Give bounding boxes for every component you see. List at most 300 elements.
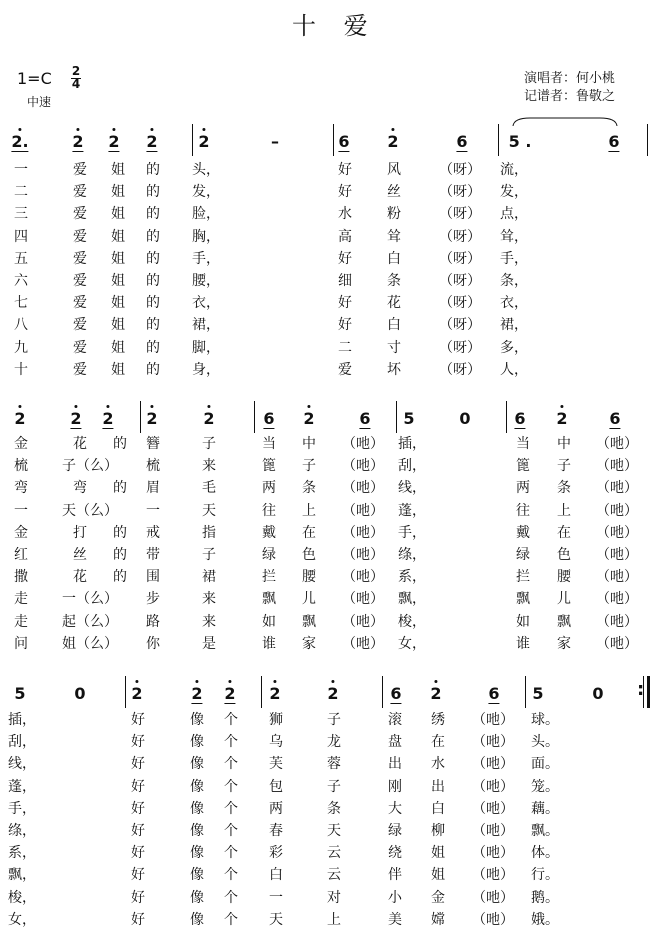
lyric-syllable: 爱: [73, 162, 87, 178]
lyric-syllable: 个: [224, 778, 238, 795]
lyric-syllable: 手，: [8, 800, 36, 817]
lyric-syllable: 坏: [387, 361, 401, 378]
lyric-syllable: 白: [269, 867, 283, 884]
lyric-syllable: 爱: [73, 317, 87, 334]
lyric-syllable: 个: [224, 867, 238, 884]
lyric-syllable: （吔）: [342, 547, 384, 563]
lyric-syllable: 好: [131, 867, 145, 884]
lyric-syllable: 上: [302, 502, 316, 519]
lyric-syllable: 的: [146, 184, 160, 201]
lyric-syllable: 一: [146, 502, 160, 519]
lyric-syllable: 五: [14, 250, 28, 267]
note: 0: [592, 684, 604, 703]
lyric-syllable: 笼。: [531, 778, 559, 795]
lyric-syllable: 个: [224, 889, 238, 906]
lyric-syllable: 个: [224, 911, 238, 928]
barline: [125, 676, 126, 708]
lyric-syllable: 爱: [73, 339, 87, 356]
barline: [647, 124, 648, 156]
lyric-syllable: 绿: [516, 547, 530, 563]
tempo-marking: 中速: [27, 95, 52, 109]
lyric-syllable: 彩: [269, 845, 283, 862]
lyric-syllable: 滚: [388, 712, 402, 728]
lyric-syllable: 好: [338, 317, 352, 334]
lyric-syllable: 梳: [146, 458, 160, 475]
lyric-syllable: 子: [327, 712, 341, 728]
repeat-sign: :: [637, 679, 645, 700]
lyric-syllable: 衣，: [192, 295, 220, 312]
lyric-syllable: 嫦: [431, 911, 445, 928]
lyric-syllable: 爱: [73, 273, 87, 289]
lyric-syllable: 风: [387, 162, 401, 178]
lyric-syllable: 像: [190, 800, 204, 817]
lyric-syllable: （吔）: [472, 867, 514, 884]
note: 2: [203, 409, 215, 428]
lyric-syllable: 白: [431, 800, 445, 817]
note: 2: [146, 132, 158, 151]
lyric-syllable: 天: [202, 502, 216, 519]
lyric-syllable: 花: [73, 569, 87, 586]
lyric-syllable: 飘: [262, 591, 276, 608]
lyric-syllable: 流，: [500, 162, 528, 178]
lyric-syllable: 白: [387, 250, 401, 267]
lyric-syllable: 娥。: [531, 911, 559, 928]
lyric-syllable: 家: [302, 635, 316, 652]
lyric-syllable: 系，: [398, 569, 426, 586]
note: 6: [263, 409, 275, 428]
lyric-syllable: 飘: [302, 613, 316, 630]
note: 0: [459, 409, 471, 428]
key-signature: 1=C: [17, 69, 52, 88]
lyric-syllable: （呀）: [439, 295, 481, 312]
lyric-syllable: 姐: [111, 339, 125, 356]
lyric-syllable: （呀）: [439, 228, 481, 245]
lyric-syllable: 天（么）: [62, 502, 118, 519]
lyric-syllable: 面。: [531, 756, 559, 773]
note: 6: [390, 684, 402, 703]
barline: [525, 676, 526, 708]
lyric-syllable: 小: [388, 889, 402, 906]
lyric-syllable: 龙: [327, 734, 341, 751]
lyric-syllable: （吔）: [596, 635, 638, 652]
lyric-syllable: 好: [131, 778, 145, 795]
lyric-syllable: （呀）: [439, 250, 481, 267]
lyric-syllable: 爱: [73, 361, 87, 378]
lyric-syllable: 谁: [516, 635, 530, 652]
lyric-syllable: 爱: [73, 184, 87, 201]
lyric-syllable: （呀）: [439, 339, 481, 356]
lyric-syllable: （呀）: [439, 361, 481, 378]
lyric-syllable: 的: [146, 317, 160, 334]
lyric-syllable: 姐: [111, 361, 125, 378]
note: 2: [198, 132, 210, 151]
lyric-syllable: （吔）: [342, 591, 384, 608]
lyric-syllable: 腰，: [192, 273, 220, 289]
barline: [396, 401, 397, 433]
lyric-syllable: 胸，: [192, 228, 220, 245]
lyric-syllable: （吔）: [472, 911, 514, 928]
lyric-syllable: 子: [302, 458, 316, 475]
transcriber-credit: 记谱者：鲁敬之: [524, 89, 616, 104]
barline: [261, 676, 262, 708]
note: 5: [403, 409, 415, 428]
lyric-syllable: （呀）: [439, 317, 481, 334]
lyric-syllable: 戴: [262, 524, 276, 541]
note: 2: [327, 684, 339, 703]
lyric-syllable: 如: [262, 613, 276, 630]
lyric-syllable: （吔）: [596, 436, 638, 452]
lyric-syllable: 走: [14, 591, 28, 608]
lyric-syllable: 戴: [516, 524, 530, 541]
note: 6: [514, 409, 526, 428]
lyric-syllable: 好: [131, 845, 145, 862]
lyric-syllable: 一（么）: [62, 591, 118, 608]
note: 5: [532, 684, 544, 703]
lyric-syllable: 像: [190, 845, 204, 862]
lyric-syllable: 腰: [302, 569, 316, 586]
lyric-syllable: 个: [224, 712, 238, 728]
lyric-syllable: 指: [202, 524, 216, 541]
lyric-syllable: （吔）: [596, 480, 638, 497]
lyric-syllable: 眉: [146, 480, 160, 497]
lyric-syllable: （吔）: [596, 458, 638, 475]
lyric-syllable: （吔）: [342, 613, 384, 630]
note: 2: [131, 684, 143, 703]
lyric-syllable: 金: [14, 436, 28, 452]
lyric-syllable: 飘。: [531, 823, 559, 839]
lyric-syllable: 天: [269, 911, 283, 928]
lyric-syllable: 四: [14, 228, 28, 245]
lyric-syllable: 爱: [73, 228, 87, 245]
lyric-syllable: 金: [14, 524, 28, 541]
lyric-syllable: 弯: [14, 480, 28, 497]
lyric-syllable: 二: [338, 339, 352, 356]
lyric-syllable: 飘，: [398, 591, 426, 608]
note: 6: [488, 684, 500, 703]
lyric-syllable: （吔）: [596, 524, 638, 541]
lyric-syllable: 姐: [431, 867, 445, 884]
lyric-syllable: 像: [190, 911, 204, 928]
note: 2: [72, 132, 84, 151]
lyric-syllable: 带: [146, 547, 160, 563]
lyric-syllable: （呀）: [439, 162, 481, 178]
note: 6: [338, 132, 350, 151]
lyric-syllable: 白: [387, 317, 401, 334]
lyric-syllable: 高: [338, 228, 352, 245]
lyric-syllable: 好: [131, 756, 145, 773]
lyric-syllable: 云: [327, 845, 341, 862]
lyric-syllable: 个: [224, 845, 238, 862]
lyric-syllable: 好: [131, 889, 145, 906]
lyric-syllable: 绦，: [398, 547, 426, 563]
note: 6: [609, 409, 621, 428]
note: 2: [556, 409, 568, 428]
lyric-syllable: 篦: [516, 458, 530, 475]
lyric-syllable: 像: [190, 823, 204, 839]
lyric-syllable: 篦: [262, 458, 276, 475]
lyric-syllable: 蓬，: [8, 778, 36, 795]
lyric-syllable: 三: [14, 206, 28, 223]
lyric-syllable: 如: [516, 613, 530, 630]
lyric-syllable: 子: [202, 436, 216, 452]
lyric-syllable: 梭，: [8, 889, 36, 906]
tie-arc: [510, 114, 620, 128]
lyric-syllable: 身，: [192, 361, 220, 378]
lyric-syllable: 姐: [111, 184, 125, 201]
lyric-syllable: （吔）: [472, 778, 514, 795]
lyric-syllable: 七: [14, 295, 28, 312]
lyric-syllable: 手，: [398, 524, 426, 541]
lyric-syllable: 腰: [557, 569, 571, 586]
lyric-syllable: 好: [131, 823, 145, 839]
lyric-syllable: 中: [302, 436, 316, 452]
lyric-syllable: （吔）: [596, 591, 638, 608]
note: 2: [303, 409, 315, 428]
lyric-syllable: 两: [516, 480, 530, 497]
lyric-syllable: 好: [338, 295, 352, 312]
lyric-syllable: 爱: [338, 361, 352, 378]
note: 2: [430, 684, 442, 703]
lyric-syllable: （吔）: [472, 845, 514, 862]
lyric-syllable: 绿: [262, 547, 276, 563]
lyric-syllable: 打: [73, 524, 87, 541]
lyric-syllable: 往: [516, 502, 530, 519]
lyric-syllable: 个: [224, 823, 238, 839]
lyric-syllable: 丝: [73, 547, 87, 563]
lyric-syllable: 谁: [262, 635, 276, 652]
lyric-syllable: 飘: [516, 591, 530, 608]
lyric-syllable: 当: [262, 436, 276, 452]
lyric-syllable: 线，: [398, 480, 426, 497]
lyric-syllable: 爱: [73, 250, 87, 267]
lyric-syllable: （吔）: [342, 569, 384, 586]
lyric-syllable: 的: [146, 250, 160, 267]
lyric-syllable: 的: [146, 273, 160, 289]
lyric-syllable: 色: [557, 547, 571, 563]
note: –: [271, 132, 279, 151]
lyric-syllable: （呀）: [439, 273, 481, 289]
lyric-syllable: 儿: [557, 591, 571, 608]
lyric-syllable: 飘: [557, 613, 571, 630]
lyric-syllable: 好: [131, 734, 145, 751]
note: 2: [191, 684, 203, 703]
lyric-syllable: 的: [113, 436, 127, 452]
note: 2: [387, 132, 399, 151]
lyric-syllable: 的: [146, 295, 160, 312]
note: 5: [14, 684, 26, 703]
lyric-syllable: 色: [302, 547, 316, 563]
lyric-syllable: 围: [146, 569, 160, 586]
lyric-syllable: 子: [202, 547, 216, 563]
lyric-syllable: （吔）: [342, 635, 384, 652]
lyric-syllable: 姐: [111, 273, 125, 289]
lyric-syllable: 蓬，: [398, 502, 426, 519]
lyric-syllable: 乌: [269, 734, 283, 751]
lyric-syllable: 弯: [73, 480, 87, 497]
lyric-syllable: 梳: [14, 458, 28, 475]
lyric-syllable: （吔）: [596, 502, 638, 519]
lyric-syllable: 一: [14, 162, 28, 178]
lyric-syllable: 脚，: [192, 339, 220, 356]
barline: [506, 401, 507, 433]
lyric-syllable: 个: [224, 756, 238, 773]
lyric-syllable: 的: [146, 162, 160, 178]
song-title: 十 爱: [292, 12, 378, 40]
lyric-syllable: 花: [73, 436, 87, 452]
lyric-syllable: 家: [557, 635, 571, 652]
lyric-syllable: （吔）: [472, 889, 514, 906]
lyric-syllable: 水: [431, 756, 445, 773]
lyric-syllable: 出: [431, 778, 445, 795]
time-denominator: 4: [71, 77, 81, 91]
lyric-syllable: 子（么）: [62, 458, 118, 475]
lyric-syllable: 像: [190, 889, 204, 906]
note: 2: [269, 684, 281, 703]
lyric-syllable: 走: [14, 613, 28, 630]
lyric-syllable: 戒: [146, 524, 160, 541]
lyric-syllable: 头。: [531, 734, 559, 751]
lyric-syllable: 蓉: [327, 756, 341, 773]
lyric-syllable: 球。: [531, 712, 559, 728]
lyric-syllable: 寸: [387, 339, 401, 356]
lyric-syllable: 的: [146, 339, 160, 356]
lyric-syllable: 飘，: [8, 867, 36, 884]
lyric-syllable: 拦: [516, 569, 530, 586]
lyric-syllable: 手，: [500, 250, 528, 267]
lyric-syllable: 来: [202, 458, 216, 475]
lyric-syllable: 个: [224, 734, 238, 751]
lyric-syllable: （吔）: [472, 712, 514, 728]
lyric-syllable: 问: [14, 635, 28, 652]
lyric-syllable: 姐（么）: [62, 635, 118, 652]
lyric-syllable: 裙: [202, 569, 216, 586]
lyric-syllable: 像: [190, 734, 204, 751]
lyric-syllable: 像: [190, 712, 204, 728]
lyric-syllable: 梭，: [398, 613, 426, 630]
lyric-syllable: 的: [113, 547, 127, 563]
lyric-syllable: 人，: [500, 361, 528, 378]
note: 2: [102, 409, 114, 428]
lyric-syllable: （吔）: [342, 480, 384, 497]
barline: [382, 676, 383, 708]
lyric-syllable: 好: [131, 712, 145, 728]
lyric-syllable: 你: [146, 635, 160, 652]
lyric-syllable: 二: [14, 184, 28, 201]
lyric-syllable: （呀）: [439, 206, 481, 223]
lyric-syllable: 姐: [111, 228, 125, 245]
lyric-syllable: 女，: [398, 635, 426, 652]
lyric-syllable: 起（么）: [62, 613, 118, 630]
note: 2: [108, 132, 120, 151]
lyric-syllable: 六: [14, 273, 28, 289]
lyric-syllable: 插，: [398, 436, 426, 452]
lyric-syllable: 对: [327, 889, 341, 906]
lyric-syllable: 九: [14, 339, 28, 356]
lyric-syllable: 刮，: [398, 458, 426, 475]
lyric-syllable: 粉: [387, 206, 401, 223]
time-numerator: 2: [71, 64, 81, 78]
lyric-syllable: 芙: [269, 756, 283, 773]
lyric-syllable: （吔）: [472, 734, 514, 751]
time-signature: [71, 66, 81, 90]
lyric-syllable: 耸，: [500, 228, 528, 245]
lyric-syllable: 的: [146, 228, 160, 245]
note: 2: [146, 409, 158, 428]
lyric-syllable: 的: [113, 569, 127, 586]
lyric-syllable: 的: [146, 206, 160, 223]
lyric-syllable: 十: [14, 361, 28, 378]
lyric-syllable: 的: [113, 480, 127, 497]
lyric-syllable: 头，: [192, 162, 220, 178]
lyric-syllable: 行。: [531, 867, 559, 884]
lyric-syllable: 包: [269, 778, 283, 795]
lyric-syllable: 儿: [302, 591, 316, 608]
lyric-syllable: 绿: [388, 823, 402, 839]
lyric-syllable: 鹅。: [531, 889, 559, 906]
lyric-syllable: 上: [327, 911, 341, 928]
barline: [498, 124, 499, 156]
lyric-syllable: 好: [338, 250, 352, 267]
lyric-syllable: 爱: [73, 206, 87, 223]
lyric-syllable: 像: [190, 778, 204, 795]
lyric-syllable: 天: [327, 823, 341, 839]
note: 6: [359, 409, 371, 428]
lyric-syllable: 爱: [73, 295, 87, 312]
lyric-syllable: 像: [190, 756, 204, 773]
lyric-syllable: 好: [131, 911, 145, 928]
lyric-syllable: 云: [327, 867, 341, 884]
lyric-syllable: 条: [557, 480, 571, 497]
lyric-syllable: 条: [327, 800, 341, 817]
barline: [333, 124, 334, 156]
barline: [192, 124, 193, 156]
lyric-syllable: 条，: [500, 273, 528, 289]
barline: [254, 401, 255, 433]
lyric-syllable: 发，: [500, 184, 528, 201]
lyric-syllable: 在: [302, 524, 316, 541]
lyric-syllable: 狮: [269, 712, 283, 728]
lyric-syllable: 裙，: [192, 317, 220, 334]
final-barline: [647, 676, 650, 708]
lyric-syllable: 姐: [111, 295, 125, 312]
lyric-syllable: 撒: [14, 569, 28, 586]
lyric-syllable: 点，: [500, 206, 528, 223]
lyric-syllable: 绦，: [8, 823, 36, 839]
lyric-syllable: 发，: [192, 184, 220, 201]
lyric-syllable: 系，: [8, 845, 36, 862]
credits: [524, 70, 615, 106]
lyric-syllable: 八: [14, 317, 28, 334]
lyric-syllable: 姐: [111, 206, 125, 223]
lyric-syllable: 丝: [387, 184, 401, 201]
lyric-syllable: 条: [387, 273, 401, 289]
lyric-syllable: 毛: [202, 480, 216, 497]
lyric-syllable: 拦: [262, 569, 276, 586]
lyric-syllable: 手，: [192, 250, 220, 267]
lyric-syllable: 在: [431, 734, 445, 751]
lyric-syllable: 当: [516, 436, 530, 452]
lyric-syllable: 好: [338, 184, 352, 201]
lyric-syllable: 个: [224, 800, 238, 817]
lyric-syllable: 细: [338, 273, 352, 289]
lyric-syllable: 盘: [388, 734, 402, 751]
lyric-syllable: 金: [431, 889, 445, 906]
lyric-syllable: 耸: [387, 228, 401, 245]
lyric-syllable: 红: [14, 547, 28, 563]
lyric-syllable: 多，: [500, 339, 528, 356]
lyric-syllable: 女，: [8, 911, 36, 928]
lyric-syllable: 一: [14, 502, 28, 519]
